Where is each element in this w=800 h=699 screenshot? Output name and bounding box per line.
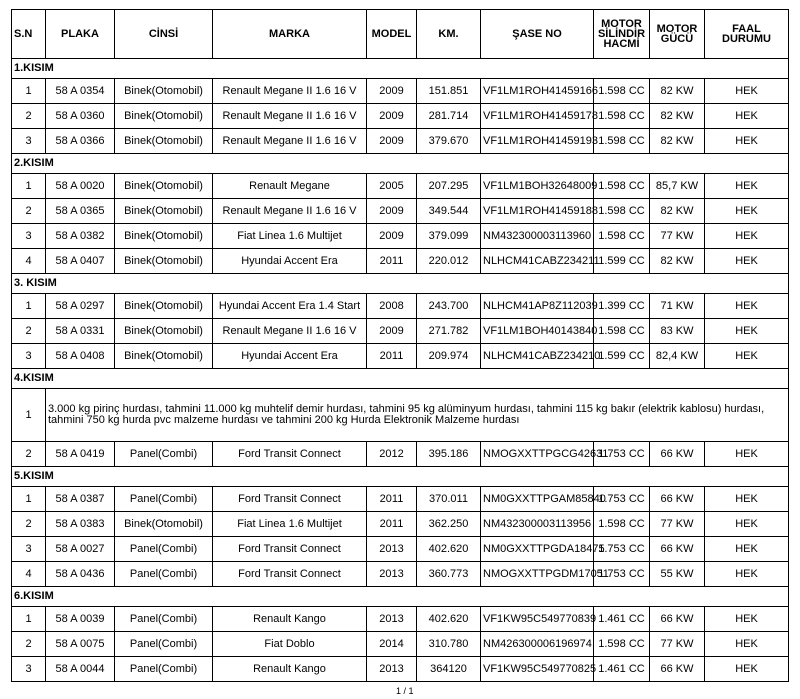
row-power: 82,4 KW <box>650 344 705 369</box>
row-type: Panel(Combi) <box>115 487 213 512</box>
row-km: 379.670 <box>417 129 481 154</box>
row-plate: 58 A 0020 <box>46 174 115 199</box>
row-displacement: 1.598 CC <box>594 224 650 249</box>
row-status: HEK <box>705 487 789 512</box>
section-header-row <box>12 274 789 294</box>
row-plate: 58 A 0407 <box>46 249 115 274</box>
table-row <box>12 79 789 104</box>
row-chassis: VF1LM1ROH41459193 <box>481 129 594 154</box>
row-power: 82 KW <box>650 199 705 224</box>
row-brand: Hyundai Accent Era <box>213 344 367 369</box>
row-power: 66 KW <box>650 657 705 682</box>
row-displacement: 1.461 CC <box>594 657 650 682</box>
row-sn: 1 <box>12 294 46 319</box>
row-type: Panel(Combi) <box>115 607 213 632</box>
row-type: Panel(Combi) <box>115 632 213 657</box>
row-sn: 1 <box>12 79 46 104</box>
row-plate: 58 A 0383 <box>46 512 115 537</box>
row-km: 379.099 <box>417 224 481 249</box>
row-model: 2013 <box>367 537 417 562</box>
section-title: 4.KISIM <box>12 369 789 389</box>
row-sn: 1 <box>12 389 46 442</box>
table-row <box>12 487 789 512</box>
table-row <box>12 129 789 154</box>
row-power: 82 KW <box>650 249 705 274</box>
row-sn: 2 <box>12 199 46 224</box>
row-km: 395.186 <box>417 442 481 467</box>
row-chassis: VF1KW95C549770839 <box>481 607 594 632</box>
header-km: KM. <box>417 10 481 59</box>
row-type: Panel(Combi) <box>115 442 213 467</box>
row-power: 77 KW <box>650 224 705 249</box>
table-row <box>12 562 789 587</box>
row-type: Binek(Otomobil) <box>115 199 213 224</box>
header-sn: S.N <box>12 10 46 59</box>
row-chassis: NM0GXXTTPGDA18475 <box>481 537 594 562</box>
row-type: Binek(Otomobil) <box>115 294 213 319</box>
row-sn: 3 <box>12 344 46 369</box>
row-displacement: 1.598 CC <box>594 79 650 104</box>
row-sn: 3 <box>12 224 46 249</box>
row-displacement: 1.598 CC <box>594 104 650 129</box>
row-plate: 58 A 0419 <box>46 442 115 467</box>
section-title: 5.KISIM <box>12 467 789 487</box>
row-km: 310.780 <box>417 632 481 657</box>
row-chassis: NMOGXXTTPGCG42631 <box>481 442 594 467</box>
header-power: MOTOR GÜCÜ <box>650 10 705 59</box>
row-chassis: NLHCM41CABZ234211 <box>481 249 594 274</box>
row-status: HEK <box>705 537 789 562</box>
row-km: 151.851 <box>417 79 481 104</box>
row-plate: 58 A 0039 <box>46 607 115 632</box>
header-brand: MARKA <box>213 10 367 59</box>
description-row <box>12 389 789 442</box>
row-model: 2008 <box>367 294 417 319</box>
row-type: Binek(Otomobil) <box>115 129 213 154</box>
row-status: HEK <box>705 607 789 632</box>
row-displacement: 1.753 CC <box>594 562 650 587</box>
row-sn: 3 <box>12 657 46 682</box>
row-brand: Fiat Linea 1.6 Multijet <box>213 224 367 249</box>
row-power: 66 KW <box>650 442 705 467</box>
row-km: 402.620 <box>417 537 481 562</box>
row-power: 55 KW <box>650 562 705 587</box>
row-status: HEK <box>705 104 789 129</box>
row-power: 85,7 KW <box>650 174 705 199</box>
row-status: HEK <box>705 442 789 467</box>
row-sn: 2 <box>12 104 46 129</box>
row-displacement: 1.753 CC <box>594 487 650 512</box>
row-chassis: NM426300006196974 <box>481 632 594 657</box>
table-row <box>12 607 789 632</box>
row-sn: 2 <box>12 319 46 344</box>
row-power: 66 KW <box>650 487 705 512</box>
row-sn: 1 <box>12 174 46 199</box>
section-header-row <box>12 369 789 389</box>
row-displacement: 1.461 CC <box>594 607 650 632</box>
row-displacement: 1.753 CC <box>594 442 650 467</box>
table-row <box>12 512 789 537</box>
row-model: 2011 <box>367 249 417 274</box>
row-sn: 3 <box>12 537 46 562</box>
row-type: Binek(Otomobil) <box>115 319 213 344</box>
row-chassis: VF1LM1ROH41459188 <box>481 199 594 224</box>
table-row <box>12 224 789 249</box>
row-power: 82 KW <box>650 129 705 154</box>
row-model: 2009 <box>367 79 417 104</box>
row-displacement: 1.753 CC <box>594 537 650 562</box>
row-displacement: 1.599 CC <box>594 344 650 369</box>
row-sn: 2 <box>12 512 46 537</box>
row-km: 370.011 <box>417 487 481 512</box>
row-displacement: 1.598 CC <box>594 199 650 224</box>
row-sn: 4 <box>12 249 46 274</box>
table-row <box>12 344 789 369</box>
row-brand: Hyundai Accent Era 1.4 Start <box>213 294 367 319</box>
row-plate: 58 A 0387 <box>46 487 115 512</box>
row-status: HEK <box>705 512 789 537</box>
row-brand: Renault Megane II 1.6 16 V <box>213 104 367 129</box>
row-status: HEK <box>705 319 789 344</box>
row-model: 2012 <box>367 442 417 467</box>
header-displacement: MOTOR SİLİNDİR HACMİ <box>594 10 650 59</box>
table-row <box>12 104 789 129</box>
section-title: 1.KISIM <box>12 59 789 79</box>
section-header-row <box>12 59 789 79</box>
row-brand: Ford Transit Connect <box>213 537 367 562</box>
row-sn: 2 <box>12 442 46 467</box>
row-plate: 58 A 0366 <box>46 129 115 154</box>
row-model: 2014 <box>367 632 417 657</box>
row-plate: 58 A 0331 <box>46 319 115 344</box>
row-power: 71 KW <box>650 294 705 319</box>
row-brand: Renault Megane II 1.6 16 V <box>213 319 367 344</box>
row-plate: 58 A 0297 <box>46 294 115 319</box>
row-status: HEK <box>705 129 789 154</box>
row-plate: 58 A 0436 <box>46 562 115 587</box>
row-model: 2009 <box>367 224 417 249</box>
row-plate: 58 A 0044 <box>46 657 115 682</box>
row-model: 2013 <box>367 562 417 587</box>
row-type: Panel(Combi) <box>115 562 213 587</box>
row-km: 362.250 <box>417 512 481 537</box>
row-type: Binek(Otomobil) <box>115 512 213 537</box>
header-status: FAAL DURUMU <box>705 10 789 59</box>
row-km: 220.012 <box>417 249 481 274</box>
row-chassis: NM432300003113956 <box>481 512 594 537</box>
scrap-description: 3.000 kg pirinç hurdası, tahmini 11.000 kg muhtelif demir hurdası, tahmini 95 kg alüminyum hurdası, tahmini 115 kg bakır (elektrik kablosu) hurdası, tahmini 750 kg hurda pvc malzeme hurdası ve tahmini 200 kg Hurda Elektronik Malzeme hurdası <box>46 389 789 442</box>
row-chassis: VF1LM1ROH41459178 <box>481 104 594 129</box>
row-chassis: NM0GXXTTPGAM85840 <box>481 487 594 512</box>
row-sn: 1 <box>12 487 46 512</box>
row-chassis: NLHCM41AP8Z112039 <box>481 294 594 319</box>
row-plate: 58 A 0354 <box>46 79 115 104</box>
row-brand: Ford Transit Connect <box>213 562 367 587</box>
row-plate: 58 A 0382 <box>46 224 115 249</box>
row-km: 402.620 <box>417 607 481 632</box>
table-row <box>12 442 789 467</box>
row-power: 83 KW <box>650 319 705 344</box>
row-displacement: 1.598 CC <box>594 319 650 344</box>
row-displacement: 1.399 CC <box>594 294 650 319</box>
table-row <box>12 537 789 562</box>
row-model: 2011 <box>367 487 417 512</box>
section-header-row <box>12 467 789 487</box>
row-km: 271.782 <box>417 319 481 344</box>
row-status: HEK <box>705 224 789 249</box>
section-header-row <box>12 587 789 607</box>
row-km: 364120 <box>417 657 481 682</box>
row-brand: Renault Megane II 1.6 16 V <box>213 199 367 224</box>
row-chassis: NLHCM41CABZ234210 <box>481 344 594 369</box>
table-row <box>12 632 789 657</box>
row-km: 209.974 <box>417 344 481 369</box>
row-power: 66 KW <box>650 607 705 632</box>
row-type: Binek(Otomobil) <box>115 249 213 274</box>
row-model: 2009 <box>367 199 417 224</box>
row-brand: Renault Megane II 1.6 16 V <box>213 79 367 104</box>
row-status: HEK <box>705 199 789 224</box>
row-power: 66 KW <box>650 537 705 562</box>
row-type: Panel(Combi) <box>115 537 213 562</box>
header-type: CİNSİ <box>115 10 213 59</box>
table-body <box>12 59 789 682</box>
row-status: HEK <box>705 294 789 319</box>
row-status: HEK <box>705 344 789 369</box>
row-status: HEK <box>705 562 789 587</box>
row-type: Binek(Otomobil) <box>115 104 213 129</box>
row-brand: Renault Megane <box>213 174 367 199</box>
row-plate: 58 A 0075 <box>46 632 115 657</box>
table-row <box>12 294 789 319</box>
row-plate: 58 A 0360 <box>46 104 115 129</box>
row-displacement: 1.598 CC <box>594 129 650 154</box>
row-chassis: VF1LM1BOH32648009 <box>481 174 594 199</box>
table-header-row <box>12 10 789 59</box>
table-row <box>12 319 789 344</box>
section-header-row <box>12 154 789 174</box>
row-model: 2005 <box>367 174 417 199</box>
header-chassis: ŞASE NO <box>481 10 594 59</box>
row-km: 243.700 <box>417 294 481 319</box>
row-displacement: 1.598 CC <box>594 512 650 537</box>
row-chassis: VF1LM1BOH40143840 <box>481 319 594 344</box>
row-type: Binek(Otomobil) <box>115 224 213 249</box>
row-displacement: 1.598 CC <box>594 632 650 657</box>
row-model: 2013 <box>367 657 417 682</box>
table-row <box>12 174 789 199</box>
row-sn: 4 <box>12 562 46 587</box>
row-sn: 1 <box>12 607 46 632</box>
row-model: 2009 <box>367 104 417 129</box>
row-brand: Renault Kango <box>213 607 367 632</box>
row-km: 349.544 <box>417 199 481 224</box>
vehicle-table <box>11 9 789 682</box>
section-title: 6.KISIM <box>12 587 789 607</box>
page-number: 1 / 1 <box>396 686 414 696</box>
section-title: 2.KISIM <box>12 154 789 174</box>
row-chassis: NM432300003113960 <box>481 224 594 249</box>
row-power: 82 KW <box>650 104 705 129</box>
section-title: 3. KISIM <box>12 274 789 294</box>
row-status: HEK <box>705 632 789 657</box>
header-model: MODEL <box>367 10 417 59</box>
header-plate: PLAKA <box>46 10 115 59</box>
table-row <box>12 199 789 224</box>
row-status: HEK <box>705 657 789 682</box>
row-power: 77 KW <box>650 512 705 537</box>
row-type: Panel(Combi) <box>115 657 213 682</box>
row-plate: 58 A 0027 <box>46 537 115 562</box>
row-model: 2009 <box>367 319 417 344</box>
row-status: HEK <box>705 174 789 199</box>
row-brand: Hyundai Accent Era <box>213 249 367 274</box>
row-model: 2011 <box>367 344 417 369</box>
row-displacement: 1.598 CC <box>594 174 650 199</box>
row-chassis: VF1KW95C549770825 <box>481 657 594 682</box>
table-row <box>12 249 789 274</box>
row-brand: Fiat Linea 1.6 Multijet <box>213 512 367 537</box>
row-status: HEK <box>705 79 789 104</box>
row-brand: Fiat Doblo <box>213 632 367 657</box>
row-plate: 58 A 0365 <box>46 199 115 224</box>
row-type: Binek(Otomobil) <box>115 174 213 199</box>
row-sn: 2 <box>12 632 46 657</box>
row-brand: Renault Megane II 1.6 16 V <box>213 129 367 154</box>
row-brand: Ford Transit Connect <box>213 487 367 512</box>
row-power: 77 KW <box>650 632 705 657</box>
row-status: HEK <box>705 249 789 274</box>
row-type: Binek(Otomobil) <box>115 79 213 104</box>
row-sn: 3 <box>12 129 46 154</box>
row-model: 2013 <box>367 607 417 632</box>
table-row <box>12 657 789 682</box>
row-km: 207.295 <box>417 174 481 199</box>
row-brand: Renault Kango <box>213 657 367 682</box>
row-type: Binek(Otomobil) <box>115 344 213 369</box>
row-km: 360.773 <box>417 562 481 587</box>
row-chassis: NMOGXXTTPGDM17051 <box>481 562 594 587</box>
row-displacement: 1.599 CC <box>594 249 650 274</box>
row-km: 281.714 <box>417 104 481 129</box>
row-power: 82 KW <box>650 79 705 104</box>
row-plate: 58 A 0408 <box>46 344 115 369</box>
row-model: 2009 <box>367 129 417 154</box>
row-model: 2011 <box>367 512 417 537</box>
row-chassis: VF1LM1ROH41459166 <box>481 79 594 104</box>
row-brand: Ford Transit Connect <box>213 442 367 467</box>
